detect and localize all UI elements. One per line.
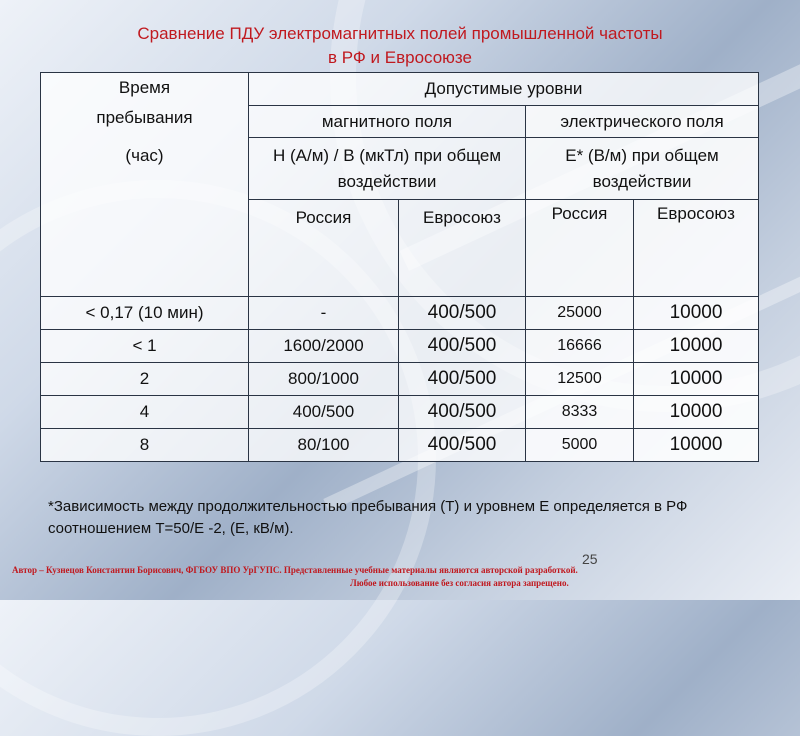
row-magnetic-russia: 800/1000 (249, 363, 399, 396)
row-electric-russia: 5000 (526, 429, 634, 462)
author-notice (12, 564, 772, 590)
header-eu-magnetic: Евросоюз (399, 200, 526, 297)
header-time-line2: пребывания (96, 108, 193, 127)
row-magnetic-eu: 400/500 (399, 330, 526, 363)
row-magnetic-eu: 400/500 (399, 297, 526, 330)
row-magnetic-russia: - (249, 297, 399, 330)
header-electric-field: электрического поля (526, 106, 759, 138)
table-row (41, 363, 759, 396)
row-magnetic-eu: 400/500 (399, 396, 526, 429)
row-time: < 0,17 (10 мин) (41, 297, 249, 330)
table-row (41, 330, 759, 363)
row-electric-russia: 8333 (526, 396, 634, 429)
row-electric-eu: 10000 (634, 330, 759, 363)
header-russia-magnetic: Россия (249, 200, 399, 297)
footnote: *Зависимость между продолжительностью пребывания (Т) и уровнем Е определяется в РФ соотношением Т=50/Е -2, (Е, кВ/м). (48, 498, 688, 537)
row-magnetic-eu: 400/500 (399, 429, 526, 462)
header-eu-electric: Евросоюз (634, 200, 759, 297)
header-allowed-levels: Допустимые уровни (249, 73, 759, 106)
row-time: < 1 (41, 330, 249, 363)
header-russia-electric: Россия (526, 200, 634, 297)
slide-title-line1: Сравнение ПДУ электромагнитных полей промышленной частоты (137, 24, 663, 43)
row-electric-russia: 25000 (526, 297, 634, 330)
header-electric-unit: Е* (В/м) при общем воздействии (526, 138, 759, 200)
row-electric-russia: 16666 (526, 330, 634, 363)
row-electric-eu: 10000 (634, 429, 759, 462)
row-electric-eu: 10000 (634, 297, 759, 330)
author-line2: Любое использование без согласия автора запрещено. (350, 578, 569, 588)
table-row (41, 429, 759, 462)
header-time-line1: Время (118, 78, 171, 97)
row-time: 2 (41, 363, 249, 396)
table-row (41, 297, 759, 330)
table-row (41, 396, 759, 429)
row-time: 8 (41, 429, 249, 462)
page-number: 25 (582, 551, 598, 567)
row-electric-russia: 12500 (526, 363, 634, 396)
header-time (41, 73, 249, 297)
row-time: 4 (41, 396, 249, 429)
row-magnetic-russia: 80/100 (249, 429, 399, 462)
header-magnetic-field: магнитного поля (249, 106, 526, 138)
header-time-line3: (час) (125, 146, 164, 165)
row-magnetic-eu: 400/500 (399, 363, 526, 396)
row-magnetic-russia: 1600/2000 (249, 330, 399, 363)
slide-title-line2: в РФ и Евросоюзе (327, 48, 472, 67)
author-line1: Автор – Кузнецов Константин Борисович, ФГБОУ ВПО УрГУПС. Представленные учебные материалы являются авторской разработкой. (12, 565, 578, 575)
limits-table (40, 72, 759, 462)
slide-title (0, 22, 800, 70)
header-magnetic-unit: Н (А/м) / В (мкТл) при общем воздействии (249, 138, 526, 200)
row-electric-eu: 10000 (634, 396, 759, 429)
row-electric-eu: 10000 (634, 363, 759, 396)
row-magnetic-russia: 400/500 (249, 396, 399, 429)
